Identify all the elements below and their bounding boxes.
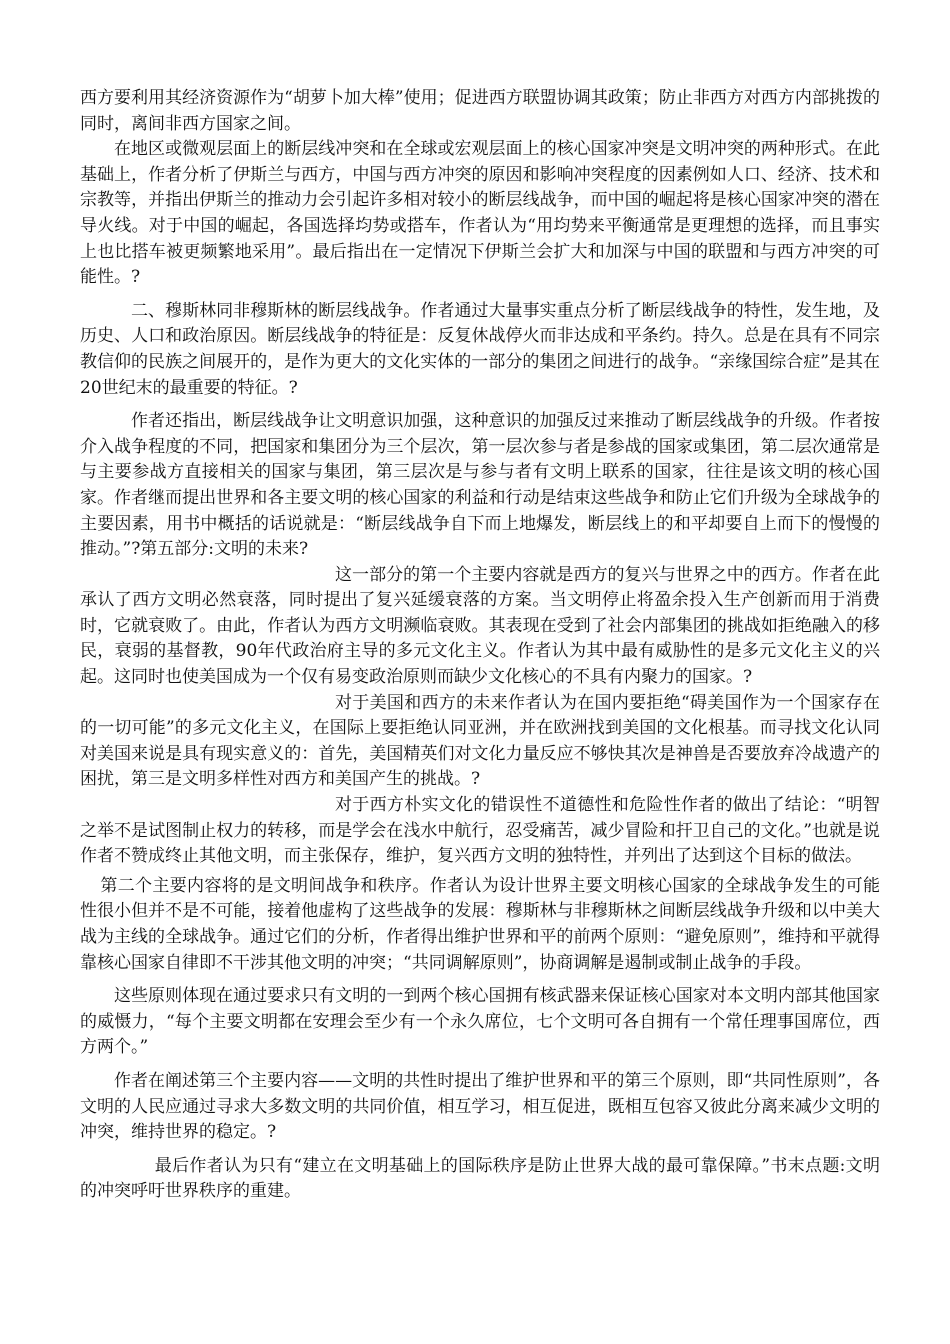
paragraph-western-culture-conclusion: 对于西方朴实文化的错误性不道德性和危险性作者的做出了结论：“明智之举不是试图制止权力的转移，而是学会在浅水中航行，忍受痛苦，减少冒险和扞卫自己的文化。”也就是说作者不赞成终止其他文明，而主张保存，维护，复兴西方文明的独特性，并列出了达到这个目标的做法。: [80, 795, 880, 867]
paragraph-fault-line-core-conflict: 在地区或微观层面上的断层线冲突和在全球或宏观层面上的核心国家冲突是文明冲突的两种形式。在此基础上，作者分析了伊斯兰与西方，中国与西方冲突的原因和影响冲突程度的因素例如人口、经济、技术和宗教等，并指出伊斯兰的推动力会引起许多相对较小的断层线战争，而中国的崛起将是核心国家冲突的潜在导火线。对于中国的崛起，各国选择均势或搭车，作者认为“用均势来平衡通常是更理想的选择，而且事实上也比搭车被更频繁地采用”。最后指出在一定情况下伊斯兰会扩大和加深与中国的联盟和与西方冲突的可能性。?: [80, 139, 880, 288]
paragraph-america-future: 对于美国和西方的未来作者认为在国内要拒绝“碍美国作为一个国家存在的一切可能”的多元文化主义，在国际上要拒绝认同亚洲，并在欧洲找到美国的文化根基。而寻找文化认同对美国来说是具有现实意义的：首先，美国精英们对文化力量反应不够快其次是神兽是否要放弃冷战遗产的困扰，第三是文明多样性对西方和美国产生的挑战。?: [80, 692, 880, 790]
paragraph-commonality-principle: 作者在阐述第三个主要内容——文明的共性时提出了维护世界和平的第三个原则，即“共同性原则”，各文明的人民应通过寻求大多数文明的共同价值，相互学习，相互促进，既相互包容又彼此分离来减少文明的冲突，维持世界的稳定。?: [80, 1070, 880, 1143]
paragraph-western-resources: 西方要利用其经济资源作为“胡萝卜加大棒”使用；促进西方联盟协调其政策；防止非西方对西方内部挑拨的同时，离间非西方国家之间。: [80, 88, 880, 134]
paragraph-nuclear-deterrence: 这些原则体现在通过要求只有文明的一到两个核心国拥有核武器来保证核心国家对本文明内部其他国家的威慑力，“每个主要文明都在安理会至少有一个永久席位，七个文明可各自拥有一个常任理事国席位，西方两个。”: [80, 986, 880, 1058]
document-body: [80, 86, 880, 1205]
paragraph-intercivilizational-war: 第二个主要内容将的是文明间战争和秩序。作者认为设计世界主要文明核心国家的全球战争发生的可能性很小但并不是不可能，接着他虚构了这些战争的发展：穆斯林与非穆斯林之间断层线战争升级和以中美大战为主线的全球战争。通过它们的分析，作者得出维护世界和平的前两个原则：“避免原则”，维持和平就得靠核心国家自律即不干涉其他文明的冲突；“共同调解原则”，协商调解是遏制或制止战争的手段。: [80, 875, 880, 973]
paragraph-west-revival: 这一部分的第一个主要内容就是西方的复兴与世界之中的西方。作者在此承认了西方文明必然衰落，同时提出了复兴延缓衰落的方案。当文明停止将盈余投入生产创新而用于消费时，它就衰败了。由此，作者认为西方文明濒临衰败。其表现在受到了社会内部集团的挑战如拒绝融入的移民，衰弱的基督教，90年代政治府主导的多元文化主义。作者认为其中最有威胁性的是多元文化主义的兴起。这同时也使美国成为一个仅有易变政治原则而缺少文化核心的不具有内聚力的国家。?: [80, 564, 880, 688]
paragraph-final-conclusion: 最后作者认为只有“建立在文明基础上的国际秩序是防止世界大战的最可靠保障。”书末点题:文明的冲突呼吁世界秩序的重建。: [80, 1155, 880, 1202]
paragraph-escalation-levels: 作者还指出，断层线战争让文明意识加强，这种意识的加强反过来推动了断层线战争的升级。作者按介入战争程度的不同，把国家和集团分为三个层次，第一层次参与者是参战的国家或集团，第二层次通常是与主要参战方直接相关的国家与集团，第三层次是与参与者有文明上联系的国家，往往是该文明的核心国家。作者继而提出世界和各主要文明的核心国家的利益和行动是结束这些战争和防止它们升级为全球战争的主要因素，用书中概括的话说就是：“断层线战争自下而上地爆发，断层线上的和平却要自上而下的慢慢的推动。”?第五部分:文明的未来?: [80, 411, 880, 560]
paragraph-muslim-fault-line-wars: 二、穆斯林同非穆斯林的断层线战争。作者通过大量事实重点分析了断层线战争的特性，发生地，及历史、人口和政治原因。断层线战争的特征是：反复休战停火而非达成和平条约。持久。总是在具有不同宗教信仰的民族之间展开的，是作为更大的文化实体的一部分的集团之间进行的战争。“亲缘国综合症”是其在20世纪末的最重要的特征。?: [80, 300, 880, 398]
